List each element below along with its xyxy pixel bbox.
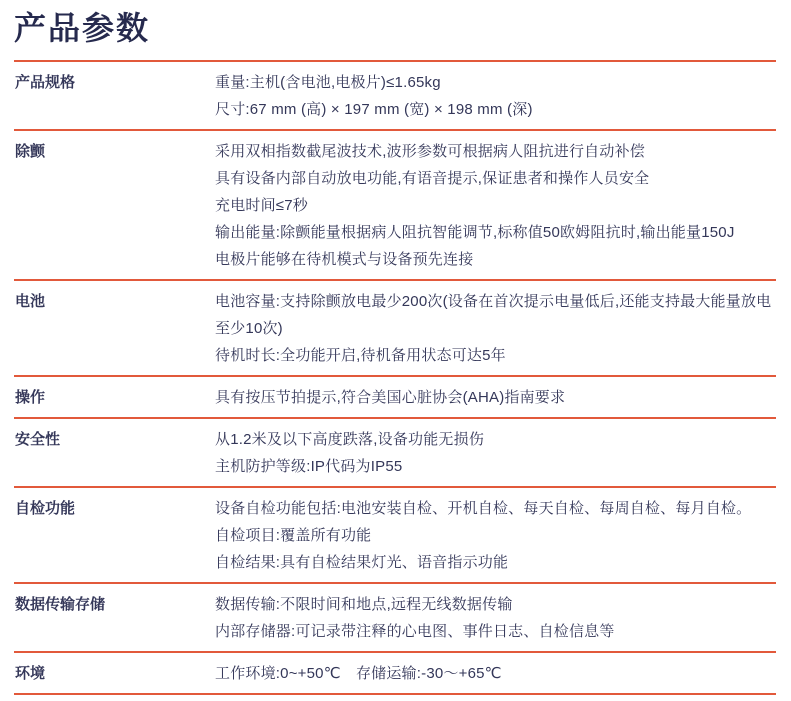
row-label: 产品规格 (15, 74, 76, 91)
value-line: 采用双相指数截尾波技术,波形参数可根据病人阻抗进行自动补偿 (215, 143, 645, 160)
page-title: 产品参数 (14, 10, 151, 46)
row-label: 数据传输存储 (15, 596, 106, 613)
row-values (215, 138, 776, 273)
row-label: 除颤 (15, 143, 46, 160)
table-row (14, 419, 776, 488)
row-values (215, 384, 776, 411)
row-values (215, 288, 776, 369)
row-values (215, 591, 776, 645)
value-line: 重量:主机(含电池,电极片)≤1.65kg (215, 74, 441, 91)
row-values (215, 69, 776, 123)
value-line: 充电时间≤7秒 (215, 197, 308, 214)
row-values (215, 660, 776, 687)
value-line: 从1.2米及以下高度跌落,设备功能无损伤 (215, 431, 485, 448)
table-row (14, 653, 776, 695)
value-line: 主机防护等级:IP代码为IP55 (215, 458, 403, 475)
table-row (14, 131, 776, 281)
row-label: 自检功能 (15, 500, 76, 517)
value-line: 工作环境:0~+50℃ 存储运输:-30～+65℃ (215, 665, 502, 682)
value-line: 自检项目:覆盖所有功能 (215, 527, 372, 544)
table-row (14, 488, 776, 584)
value-line: 待机时长:全功能开启,待机备用状态可达5年 (215, 347, 506, 364)
row-label: 安全性 (15, 431, 61, 448)
value-line: 电极片能够在待机模式与设备预先连接 (215, 251, 474, 268)
row-label: 电池 (15, 293, 46, 310)
value-line: 数据传输:不限时间和地点,远程无线数据传输 (215, 596, 513, 613)
table-row (14, 62, 776, 131)
row-label: 操作 (15, 389, 46, 406)
value-line: 内部存储器:可记录带注释的心电图、事件日志、自检信息等 (215, 623, 615, 640)
table-row (14, 281, 776, 377)
row-label: 环境 (15, 665, 46, 682)
value-line: 尺寸:67 mm (高) × 197 mm (宽) × 198 mm (深) (215, 101, 533, 118)
value-line: 电池容量:支持除颤放电最少200次(设备在首次提示电量低后,还能支持最大能量放电至少10次) (215, 293, 772, 337)
table-row (14, 377, 776, 419)
value-line: 具有按压节拍提示,符合美国心脏协会(AHA)指南要求 (215, 389, 566, 406)
row-values (215, 495, 776, 576)
value-line: 设备自检功能包括:电池安装自检、开机自检、每天自检、每周自检、每月自检。 (215, 500, 752, 517)
value-line: 自检结果:具有自检结果灯光、语音指示功能 (215, 554, 509, 571)
value-line: 具有设备内部自动放电功能,有语音提示,保证患者和操作人员安全 (215, 170, 650, 187)
value-line: 输出能量:除颤能量根据病人阻抗智能调节,标称值50欧姆阻抗时,输出能量150J (215, 224, 735, 241)
row-values (215, 426, 776, 480)
spec-table (14, 60, 776, 695)
table-row (14, 584, 776, 653)
